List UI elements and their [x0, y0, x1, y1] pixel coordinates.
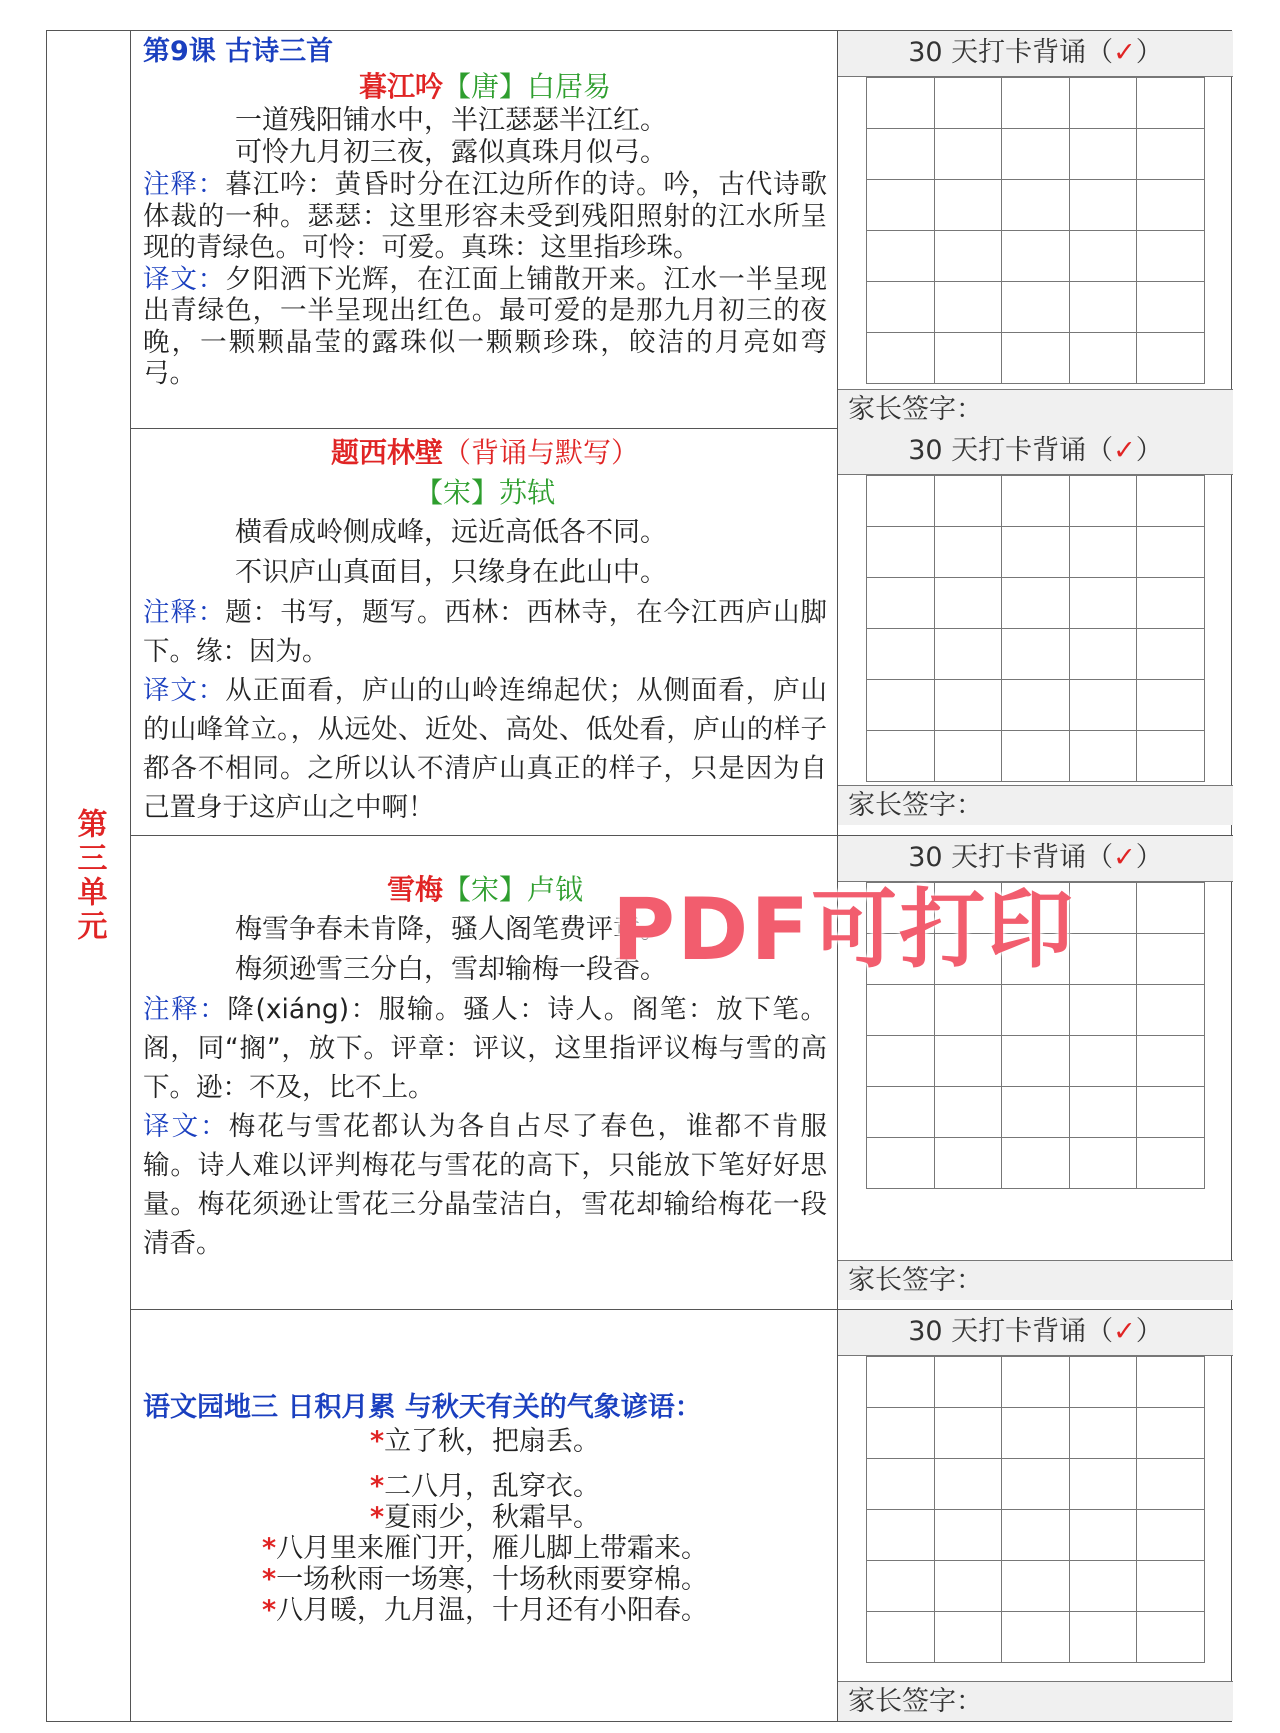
parent-signature[interactable]: 家长签字： — [838, 389, 1233, 429]
translation-text: 夕阳洒下光辉，在江面上铺散开来。江水一半呈现出青绿色，一半呈现出红色。最可爱的是那九月初三的夜晚，一颗颗晶莹的露珠似一颗颗珍珠，皎洁的月亮如弯弓。 — [143, 263, 827, 389]
poem-2-content — [131, 429, 838, 835]
star-icon: * — [261, 1564, 277, 1595]
unit-label: 第三单元 — [71, 808, 107, 944]
poem-2-author: 苏轼 — [499, 476, 556, 509]
star-icon: * — [369, 1471, 385, 1502]
poem-1-line-2: 可怜九月初三夜，露似真珠月似弓。 — [235, 137, 667, 168]
poem-1-dynasty: 【唐】 — [442, 70, 527, 103]
checkin-grid[interactable] — [866, 475, 1205, 782]
note-text: 题：书写，题写。西林：西林寺，在今江西庐山脚下。缘：因为。 — [143, 597, 827, 667]
note-label: 注释： — [143, 597, 226, 628]
section-garden — [131, 1310, 1233, 1721]
note-text: 暮江吟：黄昏时分在江边所作的诗。吟，古代诗歌体裁的一种。瑟瑟：这里形容未受到残阳照射的江水所呈现的青绿色。可怜：可爱。真珠：这里指珍珠。 — [143, 169, 827, 263]
star-icon: * — [261, 1533, 277, 1564]
star-icon: * — [261, 1595, 277, 1626]
poem-3-note — [143, 990, 827, 1107]
saying-6: *八月暖，九月温，十月还有小阳春。 — [261, 1595, 709, 1626]
saying-4: *八月里来雁门开，雁儿脚上带霜来。 — [261, 1533, 709, 1564]
poem-1-line-1: 一道残阳铺水中，半江瑟瑟半江红。 — [235, 105, 667, 136]
section-poem-1 — [131, 31, 1233, 429]
poem-3-dynasty: 【宋】 — [442, 873, 527, 906]
poem-2-tag: （背诵与默写） — [443, 436, 640, 469]
note-label: 注释： — [143, 169, 226, 200]
checkin-panel-1 — [838, 31, 1233, 428]
poem-2-note — [143, 593, 827, 671]
saying-3: *夏雨少，秋霜早。 — [369, 1502, 601, 1533]
checkin-panel-4 — [838, 1310, 1233, 1721]
saying-1: *立了秋，把扇丢。 — [369, 1426, 601, 1457]
poem-2-translation — [143, 671, 827, 827]
watermark: PDF可打印 — [612, 880, 1076, 980]
poem-3-line-1: 梅雪争春未肯降，骚人阁笔费评章。 — [235, 914, 667, 945]
poem-3-line-2: 梅须逊雪三分白，雪却输梅一段香。 — [235, 954, 667, 985]
lesson-title: 第9课 古诗三首 — [143, 36, 334, 67]
poem-2-title: 题西林壁 — [330, 436, 443, 469]
parent-signature[interactable]: 家长签字： — [838, 1681, 1233, 1721]
translation-label: 译文： — [143, 675, 226, 706]
check-mark: ✓ — [1113, 842, 1136, 873]
poem-2-dynasty: 【宋】 — [414, 476, 499, 509]
saying-2: *二八月，乱穿衣。 — [369, 1471, 601, 1502]
checkin-panel-2 — [838, 429, 1233, 835]
checkin-header: 30 天打卡背诵（✓） — [838, 836, 1233, 882]
translation-text: 从正面看，庐山的山岭连绵起伏；从侧面看，庐山的山峰耸立。，从远处、近处、高处、低处看，庐山的样子都各不相同。之所以认不清庐山真正的样子，只是因为自己置身于这庐山之中啊！ — [143, 675, 827, 823]
poem-2-title-line — [143, 433, 827, 473]
unit-column — [47, 31, 131, 1721]
poem-2-author-line — [143, 473, 827, 513]
saying-5: *一场秋雨一场寒，十场秋雨要穿棉。 — [261, 1564, 709, 1595]
checkin-header: 30 天打卡背诵（✓） — [838, 429, 1233, 475]
parent-signature[interactable]: 家长签字： — [838, 1260, 1233, 1300]
section-poem-2 — [131, 429, 1233, 836]
note-label: 注释： — [143, 994, 228, 1025]
poem-1-translation — [143, 264, 827, 390]
translation-text: 梅花与雪花都认为各自占尽了春色，谁都不肯服输。诗人难以评判梅花与雪花的高下，只能放下笔好好思量。梅花须逊让雪花三分晶莹洁白，雪花却输给梅花一段清香。 — [143, 1111, 828, 1259]
poem-2-line-2: 不识庐山真面目，只缘身在此山中。 — [235, 557, 667, 588]
translation-label: 译文： — [143, 263, 226, 295]
poem-3-author: 卢钺 — [527, 873, 584, 906]
parent-signature[interactable]: 家长签字： — [838, 785, 1233, 825]
note-text: 降(xiáng)：服输。骚人：诗人。阁笔：放下笔。阁，同“搁”，放下。评章：评议，这里指评议梅与雪的高下。逊：不及，比不上。 — [143, 994, 828, 1103]
translation-label: 译文： — [143, 1111, 229, 1142]
poem-3-translation — [143, 1107, 827, 1263]
checkin-grid[interactable] — [866, 77, 1205, 384]
garden-title: 语文园地三 日积月累 与秋天有关的气象谚语： — [143, 1392, 702, 1423]
star-icon: * — [369, 1426, 385, 1457]
checkin-header: 30 天打卡背诵（✓） — [838, 1310, 1233, 1356]
garden-content — [131, 1310, 838, 1721]
poem-1-title-line — [143, 69, 827, 105]
checkin-grid[interactable] — [866, 1356, 1205, 1663]
checkin-header: 30 天打卡背诵（✓） — [838, 31, 1233, 77]
check-mark: ✓ — [1113, 435, 1136, 466]
poem-1-note — [143, 169, 827, 264]
poem-1-title: 暮江吟 — [358, 70, 443, 103]
poem-3-title: 雪梅 — [386, 873, 443, 906]
poem-1-content — [131, 31, 838, 428]
check-mark: ✓ — [1113, 1316, 1136, 1347]
check-mark: ✓ — [1113, 37, 1136, 68]
poem-1-author: 白居易 — [527, 70, 612, 103]
poem-2-line-1: 横看成岭侧成峰，远近高低各不同。 — [235, 517, 667, 548]
star-icon: * — [369, 1502, 385, 1533]
